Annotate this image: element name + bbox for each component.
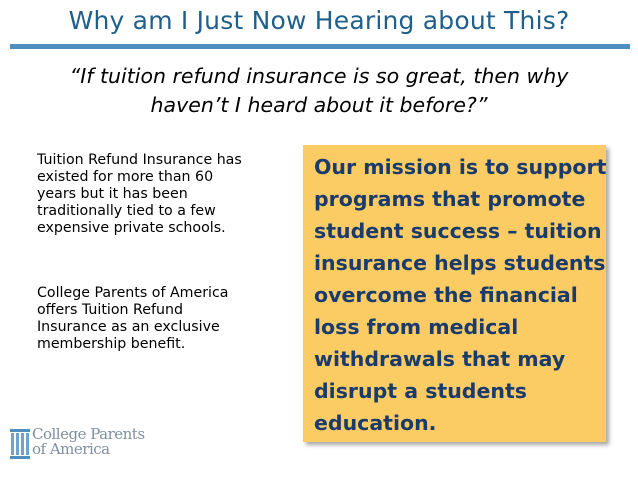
history-line: years but it has been [37, 186, 188, 202]
mission-line: withdrawals that may [314, 347, 566, 371]
membership-line: College Parents of America [37, 285, 229, 301]
membership-line: Insurance as an exclusive [37, 319, 220, 335]
quote-line-2: haven’t I heard about it before?” [150, 93, 488, 117]
mission-callout-box [303, 145, 606, 442]
columns-logo-icon [10, 429, 30, 461]
logo-line-1: College Parents [32, 425, 145, 443]
membership-line: offers Tuition Refund [37, 302, 183, 318]
mission-line: student success – tuition [314, 219, 602, 243]
mission-line: insurance helps students [314, 251, 606, 275]
slide-title: Why am I Just Now Hearing about This? [68, 6, 570, 35]
mission-line: Our mission is to support [314, 155, 607, 179]
college-parents-logo [10, 425, 150, 467]
mission-line: programs that promote [314, 187, 586, 211]
membership-paragraph [37, 285, 277, 353]
mission-line: disrupt a students [314, 379, 527, 403]
quote-line-1: “If tuition refund insurance is so great, then why [69, 64, 569, 88]
history-line: traditionally tied to a few [37, 203, 216, 219]
quote [12, 62, 626, 120]
logo-line-2: of America [32, 440, 110, 458]
history-line: Tuition Refund Insurance has [37, 152, 242, 168]
history-line: expensive private schools. [37, 220, 226, 236]
membership-line: membership benefit. [37, 336, 186, 352]
mission-line: overcome the financial [314, 283, 578, 307]
mission-line: loss from medical [314, 315, 519, 339]
history-line: existed for more than 60 [37, 169, 214, 185]
mission-line: education. [314, 411, 437, 435]
mission-statement [314, 151, 606, 439]
title-divider [10, 44, 630, 49]
history-paragraph [37, 152, 277, 237]
logo-wordmark [32, 427, 145, 457]
